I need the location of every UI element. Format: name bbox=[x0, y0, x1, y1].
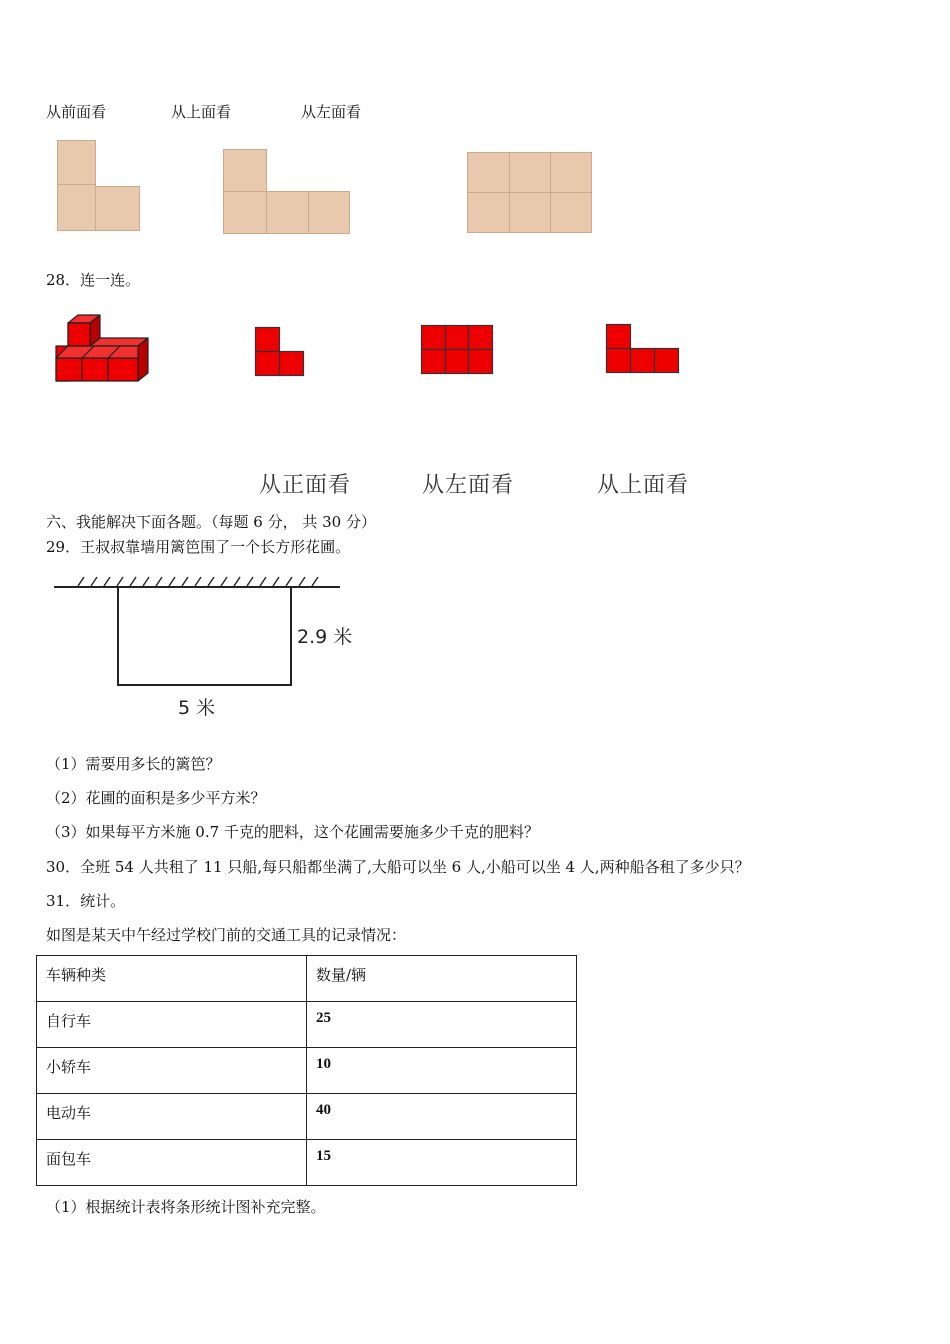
table-row bbox=[37, 1094, 577, 1140]
q28-label-left: 从左面看 bbox=[422, 473, 515, 498]
red-3d-block-figure bbox=[54, 313, 149, 385]
q31-title: 31．统计。 bbox=[46, 892, 126, 910]
section6-title: 六、我能解决下面各题。（每题 6 分， 共 30 分） bbox=[46, 513, 376, 531]
cell-count: 10 bbox=[307, 1048, 577, 1094]
header-count: 数量/辆 bbox=[307, 956, 577, 1002]
table-row bbox=[37, 1002, 577, 1048]
red-view-figure-3 bbox=[606, 324, 680, 374]
table-row bbox=[37, 1048, 577, 1094]
q29-sub-3: （3）如果每平方米施 0.7 千克的肥料，这个花圃需要施多少千克的肥料？ bbox=[46, 823, 539, 841]
table-row bbox=[37, 1140, 577, 1186]
red-view-figure-1 bbox=[255, 327, 305, 377]
q31-intro: 如图是某天中午经过学校门前的交通工具的记录情况： bbox=[46, 926, 407, 944]
q28-label-top: 从上面看 bbox=[597, 473, 690, 498]
cell-vehicle: 电动车 bbox=[37, 1094, 307, 1140]
left-view-figure bbox=[467, 152, 593, 234]
cell-vehicle: 自行车 bbox=[37, 1002, 307, 1048]
view-label-top: 从上面看 bbox=[171, 103, 232, 121]
red-view-figure-2 bbox=[421, 325, 494, 375]
cell-count: 25 bbox=[307, 1002, 577, 1048]
garden-width-label: 5 米 bbox=[178, 697, 216, 719]
cell-count: 40 bbox=[307, 1094, 577, 1140]
cell-vehicle: 小轿车 bbox=[37, 1048, 307, 1094]
top-view-figure bbox=[223, 149, 351, 235]
view-label-left: 从左面看 bbox=[301, 103, 362, 121]
q29-sub-2: （2）花圃的面积是多少平方米？ bbox=[46, 789, 266, 807]
q28-label-front: 从正面看 bbox=[259, 473, 352, 498]
garden-height-label: 2.9 米 bbox=[297, 626, 353, 648]
q29-title: 29．王叔叔靠墙用篱笆围了一个长方形花圃。 bbox=[46, 538, 351, 556]
q29-sub-1: （1）需要用多长的篱笆？ bbox=[46, 755, 221, 773]
table-header-row bbox=[37, 956, 577, 1002]
traffic-table bbox=[36, 955, 577, 1186]
q28-title: 28．连一连。 bbox=[46, 271, 141, 289]
front-view-figure bbox=[57, 140, 141, 232]
cell-count: 15 bbox=[307, 1140, 577, 1186]
q30-text: 30．全班 54 人共租了 11 只船,每只船都坐满了,大船可以坐 6 人,小船可以坐 4 人,两种船各租了多少只？ bbox=[46, 858, 750, 876]
header-vehicle-type: 车辆种类 bbox=[37, 956, 307, 1002]
cell-vehicle: 面包车 bbox=[37, 1140, 307, 1186]
view-label-front: 从前面看 bbox=[46, 103, 107, 121]
q31-sub-1: （1）根据统计表将条形统计图补充完整。 bbox=[46, 1198, 326, 1216]
